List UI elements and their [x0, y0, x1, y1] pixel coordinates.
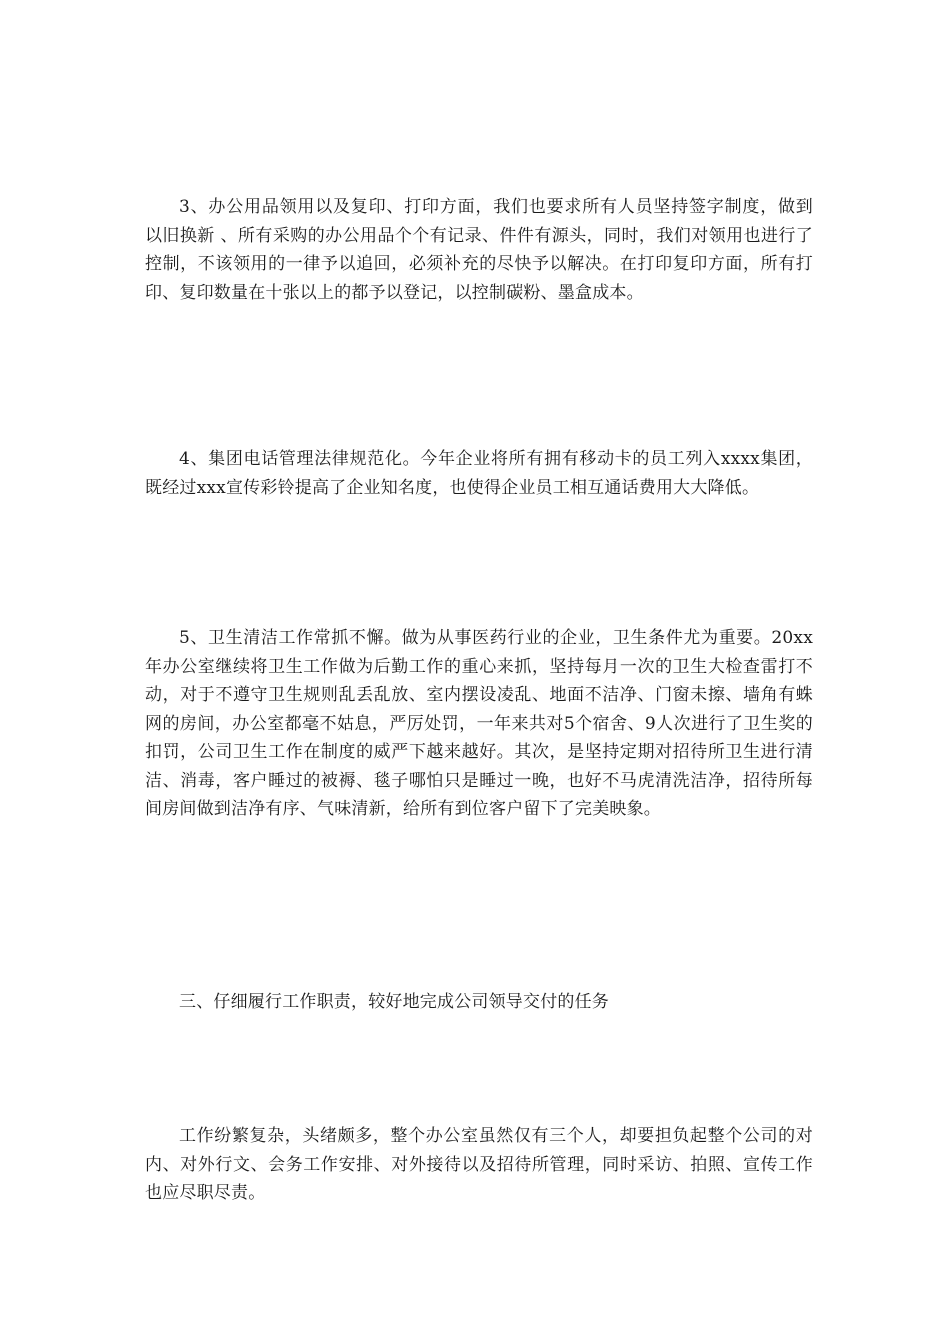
- paragraph-sanitation: 5、卫生清洁工作常抓不懈。做为从事医药行业的企业，卫生条件尤为重要。20xx年办公室继续将卫生工作做为后勤工作的重心来抓，坚持每月一次的卫生大检查雷打不动，对于不遵守卫生规则乱丢乱放、室内摆设凌乱、地面不洁净、门窗未擦、墙角有蛛网的房间，办公室都毫不姑息，严厉处罚，一年来共对5个宿舍、9人次进行了卫生奖的扣罚，公司卫生工作在制度的威严下越来越好。其次，是坚持定期对招待所卫生进行清洁、消毒，客户睡过的被褥、毯子哪怕只是睡过一晚，也好不马虎清洗洁净，招待所每间房间做到洁净有序、气味清新，给所有到位客户留下了完美映象。: [145, 628, 813, 819]
- paragraph-phone-management: 4、集团电话管理法律规范化。今年企业将所有拥有移动卡的员工列入xxxx集团，既经过xxx宣传彩铃提高了企业知名度，也使得企业员工相互通话费用大大降低。: [145, 449, 813, 498]
- paragraph-office-supplies: 3、办公用品领用以及复印、打印方面，我们也要求所有人员坚持签字制度，做到 以旧换新 、所有采购的办公用品个个有记录、件件有源头，同时，我们对领用也进行了控制，不该领用的一律予以追回，必须补充的尽快予以解决。在打印复印方面，所有打印、复印数量在十张以上的都予以登记，以控制碳粉、墨盒成本。: [145, 197, 813, 303]
- section-heading: 三、仔细履行工作职责，较好地完成公司领导交付的任务: [179, 992, 609, 1012]
- paragraph-work-overview: 工作纷繁复杂，头绪颇多，整个办公室虽然仅有三个人，却要担负起整个公司的对内、对外行文、会务工作安排、对外接待以及招待所管理，同时采访、拍照、宣传工作也应尽职尽责。: [145, 1126, 813, 1203]
